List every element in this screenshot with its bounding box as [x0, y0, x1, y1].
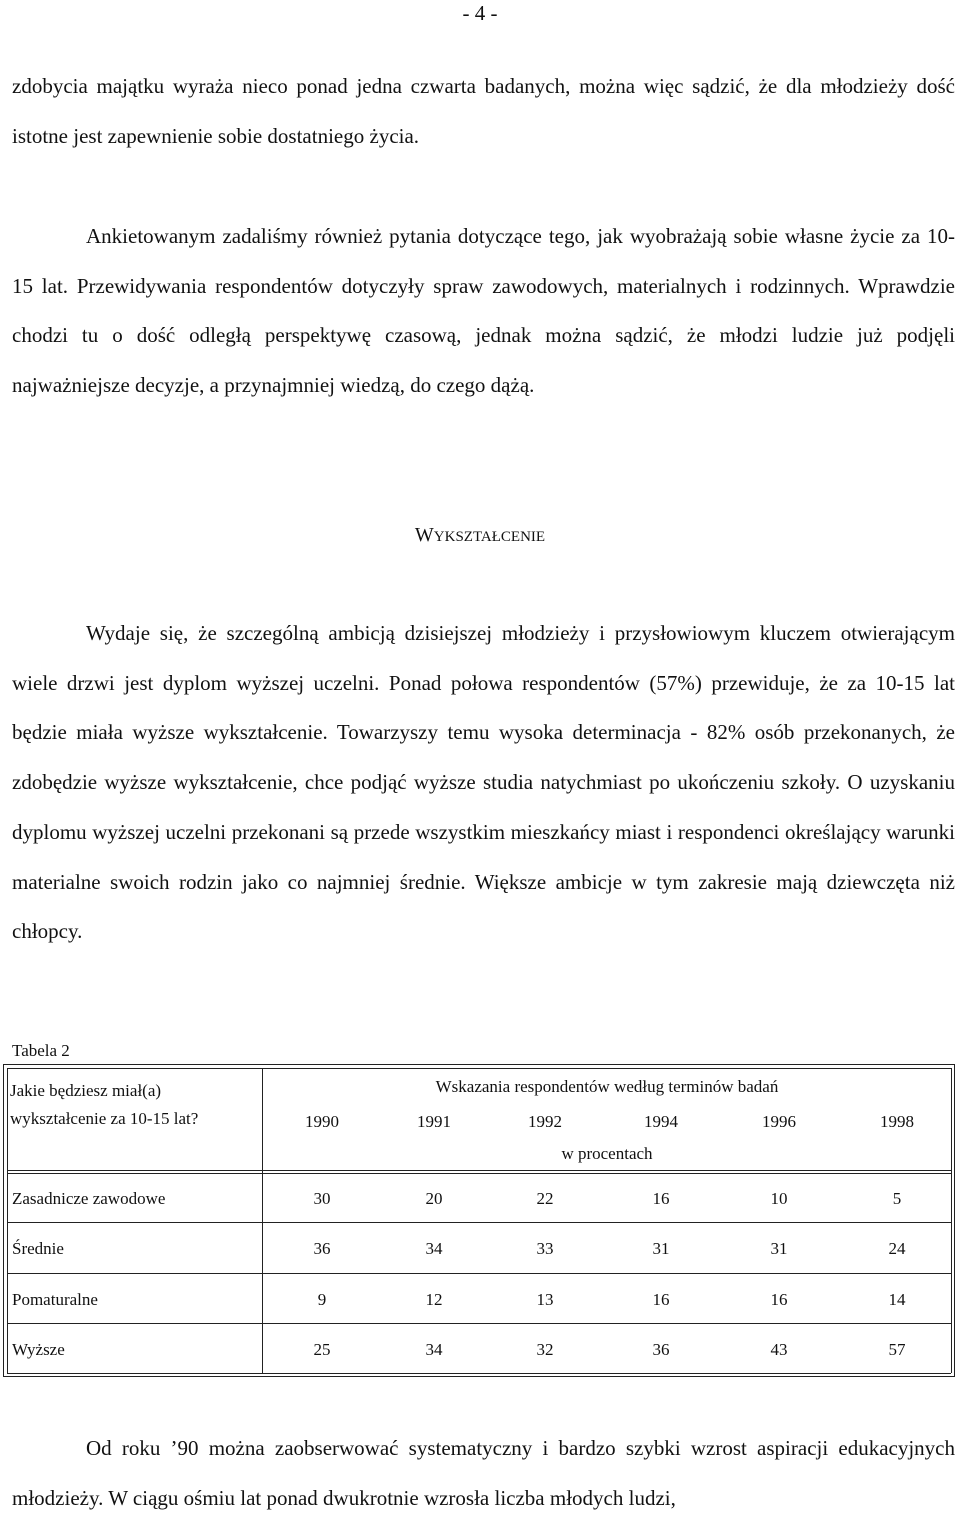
- table-frame-inner-top: [7, 1068, 951, 1069]
- paragraph-3-text: Wydaje się, że szczególną ambicją dzisiejszej młodzieży i przysłowiowym kluczem otwierającym wiele drzwi jest dyplom wyższej uczelni. Ponad połowa respondentów (57%) przewiduje, że za 10-15 lat będzie miała wyższe wykształcenie. Towarzyszy temu wysoka determinacja - 82% osób przekonanych, że zdobędzie wyższe wykształcenie, chce podjąć wyższe studia natychmiast po ukończeniu szkoły. O uzyskaniu dyplomu wyższej uczelni przekonani są przede wszystkim mieszkańcy miast i respondenci określający warunki materialne swoich rodzin jako co najmniej średnie. Większe ambicje w tym zakresie mają dziewczęta niż chłopcy.: [12, 621, 955, 944]
- section-heading-rest: YKSZTAŁCENIE: [433, 529, 546, 545]
- page-number: - 4 -: [462, 1, 498, 25]
- year-header: 1998: [880, 1112, 914, 1131]
- table-cell: 22: [536, 1189, 554, 1208]
- table-cell: 24: [888, 1239, 906, 1258]
- table-cell: 10: [770, 1189, 788, 1208]
- table-cell: 12: [425, 1290, 443, 1309]
- table-frame-inner-bottom: [7, 1373, 951, 1374]
- table-cell: 20: [425, 1189, 443, 1208]
- table-row-label: Zasadnicze zawodowe: [12, 1189, 166, 1208]
- table-cell: 34: [425, 1239, 443, 1258]
- year-header: 1991: [417, 1112, 451, 1131]
- year-header: 1990: [305, 1112, 339, 1131]
- table-cell: 34: [425, 1340, 443, 1359]
- table-cell: 31: [652, 1239, 670, 1258]
- year-header: 1996: [762, 1112, 796, 1131]
- table-header-title: Wskazania respondentów według terminów badań: [435, 1077, 779, 1096]
- table-cell: 36: [313, 1239, 331, 1258]
- table-cell: 36: [652, 1340, 670, 1359]
- paragraph-3: [12, 609, 955, 957]
- table-question-header: Jakie będziesz miał(a) wykształcenie za 10-15 lat?: [10, 1081, 199, 1128]
- paragraph-4-text: Od roku ’90 można zaobserwować systematyczny i bardzo szybki wzrost aspiracji edukacyjnych młodzieży. W ciągu ośmiu lat ponad dwukrotnie wzrosła liczba młodych ludzi,: [12, 1436, 955, 1510]
- table-cell: 30: [313, 1189, 331, 1208]
- table-cell: 9: [317, 1290, 327, 1309]
- table-cell: 16: [652, 1189, 670, 1208]
- paragraph-2: [12, 212, 955, 411]
- table-caption: Tabela 2: [12, 1041, 70, 1060]
- table-cell: 43: [770, 1340, 788, 1359]
- year-header: 1994: [644, 1112, 678, 1131]
- table-row-divider-3: [7, 1323, 951, 1324]
- table-cell: 5: [892, 1189, 902, 1208]
- paragraph-1: zdobycia majątku wyraża nieco ponad jedna czwarta badanych, można więc sądzić, że dla młodzieży dość istotne jest zapewnienie sobie dostatniego życia.: [12, 74, 955, 148]
- paragraph-4: [12, 1424, 955, 1523]
- year-header: 1992: [528, 1112, 562, 1131]
- table-cell: 13: [536, 1290, 554, 1309]
- table-row-label: Pomaturalne: [12, 1290, 98, 1309]
- table-row-divider-1: [7, 1222, 951, 1223]
- table-cell: 31: [770, 1239, 788, 1258]
- table-unit-label: w procentach: [561, 1144, 653, 1163]
- table-cell: 25: [313, 1340, 331, 1359]
- table-cell: 16: [652, 1290, 670, 1309]
- table-cell: 57: [888, 1340, 906, 1359]
- paragraph-2-text: Ankietowanym zadaliśmy również pytania dotyczące tego, jak wyobrażają sobie własne życie za 10-15 lat. Przewidywania respondentów dotyczyły spraw zawodowych, materialnych i rodzinnych. Wprawdzie chodzi tu o dość odległą perspektywę czasową, jednak można sądzić, że młodzi ludzie już podjęli najważniejsze decyzje, a przynajmniej wiedzą, do czego dążą.: [12, 224, 955, 398]
- table-cell: 33: [536, 1239, 554, 1258]
- table-cell: 16: [770, 1290, 788, 1309]
- table-row-label: Wyższe: [12, 1340, 65, 1359]
- section-heading-initial: W: [414, 524, 434, 546]
- table-frame-inner-left: [7, 1068, 8, 1373]
- table-header-divider-double: [7, 1173, 951, 1174]
- table-header-divider: [7, 1170, 951, 1171]
- table-column-divider: [262, 1068, 263, 1373]
- table-cell: 32: [536, 1340, 554, 1359]
- table-cell: 14: [888, 1290, 906, 1309]
- table-row-divider-2: [7, 1273, 951, 1274]
- table-frame-inner-right: [951, 1068, 952, 1373]
- table-row-label: Średnie: [12, 1239, 64, 1258]
- section-heading: [0, 520, 960, 552]
